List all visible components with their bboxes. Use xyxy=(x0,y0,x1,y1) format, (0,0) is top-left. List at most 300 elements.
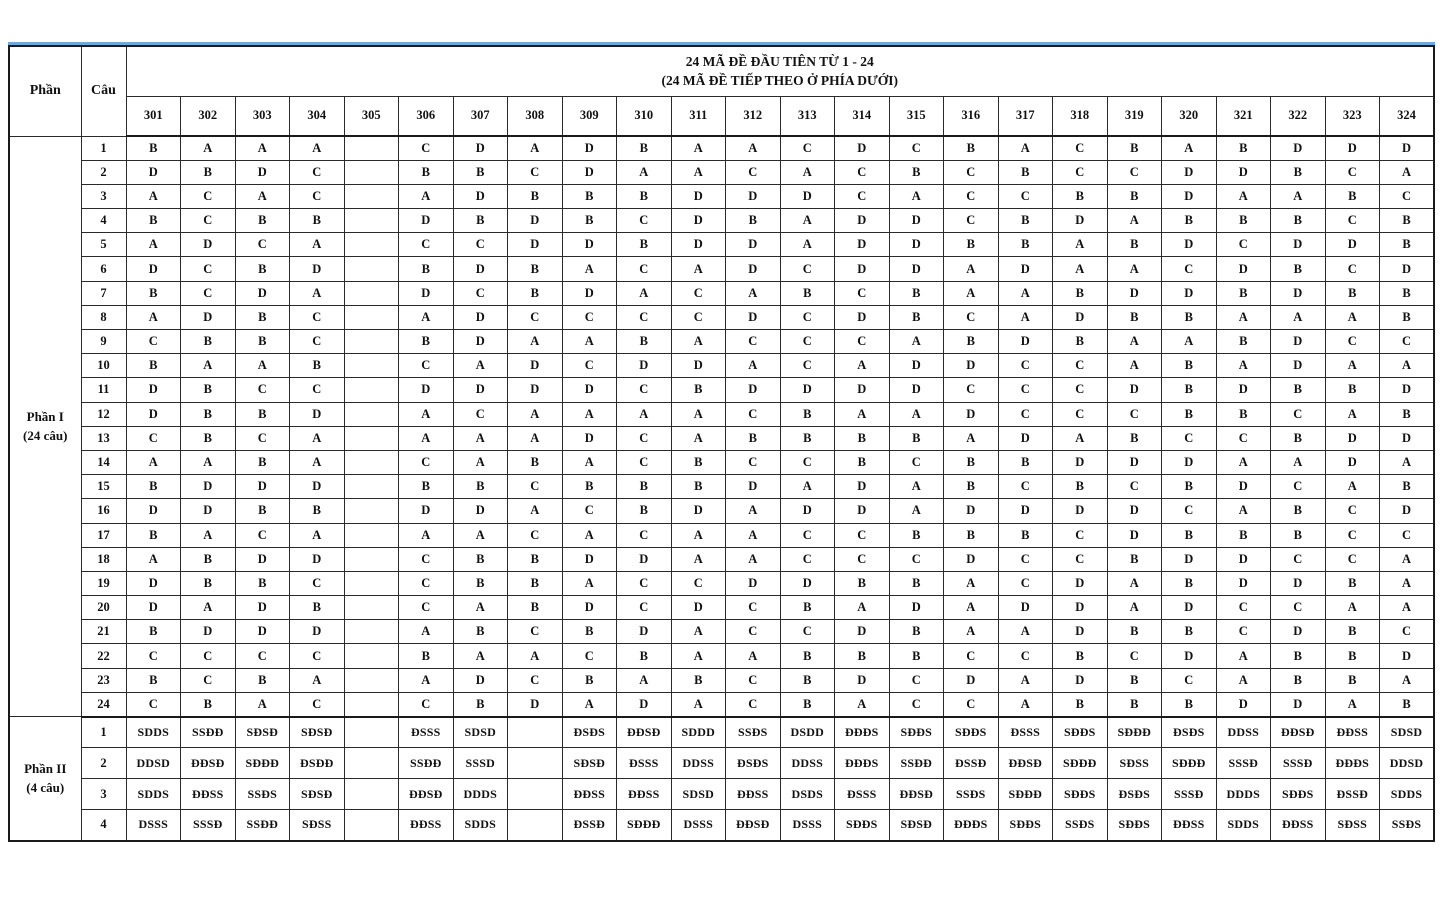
answer-cell: A xyxy=(671,523,726,547)
answer-cell: C xyxy=(617,571,672,595)
answer-cell: DDDS xyxy=(453,779,508,810)
answer-cell: C xyxy=(835,281,890,305)
answer-cell: D xyxy=(1053,620,1108,644)
answer-cell: C xyxy=(726,402,781,426)
answer-cell: D xyxy=(1162,450,1217,474)
answer-cell: A xyxy=(1216,450,1271,474)
answer-cell: D xyxy=(1271,354,1326,378)
answer-cell: C xyxy=(1107,402,1162,426)
question-number-cell: 16 xyxy=(81,499,126,523)
answer-cell: SDDD xyxy=(671,717,726,748)
answer-cell: D xyxy=(181,233,236,257)
answer-cell: B xyxy=(671,450,726,474)
exam-code-header: 310 xyxy=(617,96,672,136)
answer-cell: A xyxy=(944,281,999,305)
answer-cell: ĐĐSĐ xyxy=(181,748,236,779)
answer-cell: A xyxy=(1162,136,1217,160)
answer-cell: B xyxy=(453,547,508,571)
answer-cell: A xyxy=(617,160,672,184)
answer-cell: B xyxy=(671,475,726,499)
answer-cell: ĐSSĐ xyxy=(1325,779,1380,810)
answer-cell: D xyxy=(998,499,1053,523)
answer-cell: B xyxy=(889,160,944,184)
answer-cell: B xyxy=(181,378,236,402)
question-number-cell: 4 xyxy=(81,209,126,233)
answer-cell: ĐĐSS xyxy=(562,779,617,810)
answer-cell: C xyxy=(453,402,508,426)
answer-cell: B xyxy=(1216,281,1271,305)
answer-cell: D xyxy=(780,571,835,595)
answer-cell: B xyxy=(889,620,944,644)
answer-cell: D xyxy=(290,257,345,281)
answer-cell: C xyxy=(399,692,454,716)
answer-cell: ĐĐSĐ xyxy=(1271,717,1326,748)
answer-cell: A xyxy=(998,281,1053,305)
question-number-cell: 23 xyxy=(81,668,126,692)
answer-row xyxy=(9,426,1434,450)
answer-cell: B xyxy=(126,523,181,547)
answer-cell: B xyxy=(944,475,999,499)
answer-cell: D xyxy=(508,692,563,716)
answer-cell: C xyxy=(1162,668,1217,692)
answer-cell: B xyxy=(1162,209,1217,233)
exam-code-header: 317 xyxy=(998,96,1053,136)
answer-cell: A xyxy=(617,281,672,305)
answer-cell: D xyxy=(453,668,508,692)
answer-cell: C xyxy=(726,160,781,184)
answer-cell: C xyxy=(726,692,781,716)
answer-cell: D xyxy=(508,233,563,257)
table-header xyxy=(9,46,1434,136)
answer-cell: B xyxy=(1216,209,1271,233)
answer-cell: A xyxy=(399,184,454,208)
answer-cell: B xyxy=(1325,644,1380,668)
answer-cell: A xyxy=(889,402,944,426)
answer-cell: A xyxy=(235,184,290,208)
answer-cell: D xyxy=(1162,281,1217,305)
exam-code-header: 322 xyxy=(1271,96,1326,136)
answer-cell: A xyxy=(1216,305,1271,329)
answer-cell: A xyxy=(1325,305,1380,329)
question-number-cell: 3 xyxy=(81,184,126,208)
answer-cell: B xyxy=(780,596,835,620)
answer-cell: D xyxy=(889,354,944,378)
answer-cell: B xyxy=(944,233,999,257)
answer-row xyxy=(9,450,1434,474)
answer-cell: A xyxy=(126,450,181,474)
answer-cell: A xyxy=(399,305,454,329)
answer-cell: DDSS xyxy=(671,748,726,779)
answer-cell: D xyxy=(562,426,617,450)
answer-cell: B xyxy=(1053,692,1108,716)
answer-cell: D xyxy=(1380,257,1435,281)
answer-cell: SĐSS xyxy=(290,810,345,841)
question-number-cell: 13 xyxy=(81,426,126,450)
answer-row xyxy=(9,378,1434,402)
part1-section xyxy=(9,136,1434,717)
answer-cell: A xyxy=(1216,668,1271,692)
answer-cell: A xyxy=(1325,354,1380,378)
answer-cell: SDSD xyxy=(671,779,726,810)
answer-cell: A xyxy=(1053,233,1108,257)
answer-cell: C xyxy=(508,668,563,692)
answer-row xyxy=(9,475,1434,499)
answer-cell: A xyxy=(998,692,1053,716)
answer-cell: B xyxy=(780,426,835,450)
answer-cell: D xyxy=(998,330,1053,354)
answer-cell: C xyxy=(181,209,236,233)
answer-cell: B xyxy=(617,499,672,523)
answer-cell: SSĐĐ xyxy=(889,748,944,779)
answer-cell: C xyxy=(1107,160,1162,184)
answer-cell: A xyxy=(671,160,726,184)
answer-cell: C xyxy=(998,571,1053,595)
answer-row xyxy=(9,748,1434,779)
answer-cell: C xyxy=(780,330,835,354)
answer-cell: B xyxy=(1162,354,1217,378)
answer-cell: C xyxy=(726,668,781,692)
answer-cell: D xyxy=(835,305,890,329)
answer-cell: A xyxy=(780,233,835,257)
exam-code-header: 323 xyxy=(1325,96,1380,136)
answer-cell: B xyxy=(889,571,944,595)
answer-cell: D xyxy=(944,499,999,523)
answer-cell: B xyxy=(453,692,508,716)
answer-cell: D xyxy=(944,668,999,692)
answer-cell: C xyxy=(399,571,454,595)
answer-cell xyxy=(508,717,563,748)
answer-cell: B xyxy=(1162,305,1217,329)
answer-cell: A xyxy=(453,426,508,450)
answer-row xyxy=(9,668,1434,692)
answer-cell: B xyxy=(1325,668,1380,692)
answer-cell: D xyxy=(1053,596,1108,620)
answer-row xyxy=(9,233,1434,257)
answer-row xyxy=(9,281,1434,305)
answer-cell: SĐSS xyxy=(1325,810,1380,841)
answer-cell: D xyxy=(1271,136,1326,160)
answer-cell: B xyxy=(181,571,236,595)
answer-cell xyxy=(344,330,399,354)
answer-cell: B xyxy=(1271,378,1326,402)
answer-cell: B xyxy=(1271,426,1326,450)
answer-cell: SDDS xyxy=(126,779,181,810)
answer-cell xyxy=(344,748,399,779)
answer-cell: C xyxy=(1271,547,1326,571)
answer-cell: C xyxy=(780,136,835,160)
exam-code-header: 307 xyxy=(453,96,508,136)
answer-cell: A xyxy=(508,136,563,160)
answer-cell: C xyxy=(508,475,563,499)
answer-cell: B xyxy=(1216,330,1271,354)
answer-cell: A xyxy=(780,209,835,233)
answer-cell: A xyxy=(1216,499,1271,523)
answer-cell: C xyxy=(780,620,835,644)
answer-cell: A xyxy=(889,475,944,499)
question-number-cell: 17 xyxy=(81,523,126,547)
answer-cell: D xyxy=(562,378,617,402)
answer-cell: C xyxy=(780,354,835,378)
answer-cell: C xyxy=(617,257,672,281)
answer-cell: C xyxy=(126,644,181,668)
answer-cell: C xyxy=(889,692,944,716)
answer-cell: B xyxy=(453,571,508,595)
answer-cell: A xyxy=(1107,257,1162,281)
answer-cell: D xyxy=(126,160,181,184)
answer-cell: D xyxy=(126,499,181,523)
answer-cell: B xyxy=(1380,692,1435,716)
question-number-cell: 11 xyxy=(81,378,126,402)
answer-cell: C xyxy=(562,644,617,668)
answer-cell: A xyxy=(944,426,999,450)
answer-cell: C xyxy=(944,692,999,716)
answer-cell: D xyxy=(780,378,835,402)
answer-cell: SĐSS xyxy=(1107,748,1162,779)
answer-cell: A xyxy=(562,450,617,474)
answer-cell: A xyxy=(1325,692,1380,716)
answer-cell: B xyxy=(835,450,890,474)
question-number-cell: 21 xyxy=(81,620,126,644)
answer-cell: D xyxy=(726,184,781,208)
answer-cell: D xyxy=(562,281,617,305)
answer-cell: B xyxy=(235,402,290,426)
question-number-cell: 15 xyxy=(81,475,126,499)
answer-cell: A xyxy=(835,692,890,716)
answer-cell: C xyxy=(998,402,1053,426)
answer-cell: D xyxy=(508,378,563,402)
exam-code-header: 318 xyxy=(1053,96,1108,136)
answer-cell: D xyxy=(835,136,890,160)
table-title-line1: 24 MÃ ĐỀ ĐẦU TIÊN TỪ 1 - 24 xyxy=(685,53,874,69)
answer-cell: B xyxy=(944,330,999,354)
answer-cell: B xyxy=(508,450,563,474)
answer-cell: SDDS xyxy=(453,810,508,841)
answer-cell: B xyxy=(1380,402,1435,426)
answer-row xyxy=(9,523,1434,547)
answer-cell: SDDS xyxy=(1216,810,1271,841)
answer-cell: B xyxy=(453,475,508,499)
answer-row xyxy=(9,717,1434,748)
answer-cell: D xyxy=(181,499,236,523)
answer-cell: A xyxy=(399,426,454,450)
answer-row xyxy=(9,571,1434,595)
answer-cell: D xyxy=(508,209,563,233)
answer-cell: C xyxy=(181,644,236,668)
answer-cell: B xyxy=(1053,281,1108,305)
answer-cell: D xyxy=(617,692,672,716)
answer-cell: SĐĐS xyxy=(944,717,999,748)
answer-cell: A xyxy=(944,620,999,644)
answer-row xyxy=(9,499,1434,523)
answer-cell: SSĐS xyxy=(944,779,999,810)
answer-cell: A xyxy=(1325,475,1380,499)
answer-cell: C xyxy=(944,644,999,668)
answer-row xyxy=(9,644,1434,668)
answer-cell: C xyxy=(562,305,617,329)
answer-cell: D xyxy=(944,354,999,378)
exam-code-header: 315 xyxy=(889,96,944,136)
answer-cell: A xyxy=(671,257,726,281)
answer-cell: B xyxy=(780,668,835,692)
answer-cell: B xyxy=(290,354,345,378)
answer-cell: B xyxy=(1107,136,1162,160)
answer-cell: C xyxy=(998,475,1053,499)
answer-cell: D xyxy=(998,426,1053,450)
answer-cell xyxy=(344,547,399,571)
answer-cell: D xyxy=(235,596,290,620)
answer-cell: C xyxy=(944,378,999,402)
answer-cell: D xyxy=(126,402,181,426)
answer-cell: ĐĐSS xyxy=(399,810,454,841)
answer-cell: D xyxy=(1162,644,1217,668)
answer-cell: B xyxy=(944,450,999,474)
exam-code-header: 305 xyxy=(344,96,399,136)
answer-cell: B xyxy=(1380,281,1435,305)
answer-cell: D xyxy=(726,378,781,402)
answer-cell: C xyxy=(290,305,345,329)
answer-cell: A xyxy=(671,620,726,644)
answer-cell: B xyxy=(290,499,345,523)
answer-cell: D xyxy=(181,305,236,329)
answer-cell: A xyxy=(1380,354,1435,378)
answer-cell: B xyxy=(453,209,508,233)
answer-cell: D xyxy=(1107,281,1162,305)
answer-cell: C xyxy=(1325,160,1380,184)
answer-cell xyxy=(508,748,563,779)
answer-cell: D xyxy=(1053,571,1108,595)
answer-cell: C xyxy=(399,547,454,571)
answer-cell: C xyxy=(290,644,345,668)
answer-cell: B xyxy=(617,136,672,160)
exam-code-header: 306 xyxy=(399,96,454,136)
answer-row xyxy=(9,354,1434,378)
answer-cell: C xyxy=(290,378,345,402)
answer-cell: B xyxy=(1162,402,1217,426)
answer-cell: DSSS xyxy=(671,810,726,841)
answer-cell: D xyxy=(453,305,508,329)
answer-cell: A xyxy=(726,136,781,160)
answer-cell: D xyxy=(835,378,890,402)
answer-cell: D xyxy=(453,257,508,281)
answer-row xyxy=(9,209,1434,233)
answer-cell: A xyxy=(671,644,726,668)
answer-cell: C xyxy=(508,160,563,184)
part-column-header: Phần xyxy=(9,46,81,136)
answer-cell: A xyxy=(235,354,290,378)
answer-cell: D xyxy=(1053,305,1108,329)
exam-code-header: 316 xyxy=(944,96,999,136)
answer-cell: A xyxy=(1107,571,1162,595)
answer-cell: C xyxy=(1162,426,1217,450)
answer-cell: B xyxy=(1162,523,1217,547)
answer-cell: D xyxy=(835,209,890,233)
answer-cell: C xyxy=(1380,523,1435,547)
answer-cell xyxy=(508,810,563,841)
answer-cell: B xyxy=(181,160,236,184)
answer-cell: B xyxy=(562,184,617,208)
answer-cell xyxy=(344,233,399,257)
answer-cell: SĐĐS xyxy=(998,810,1053,841)
answer-cell: B xyxy=(617,475,672,499)
answer-cell: C xyxy=(1162,257,1217,281)
part-label xyxy=(9,136,81,717)
part-label-line2: (4 câu) xyxy=(26,780,65,796)
answer-cell: C xyxy=(290,330,345,354)
answer-cell: B xyxy=(235,668,290,692)
answer-cell: D xyxy=(617,354,672,378)
answer-cell xyxy=(344,305,399,329)
answer-cell: C xyxy=(780,547,835,571)
answer-cell: C xyxy=(508,305,563,329)
answer-cell: D xyxy=(780,184,835,208)
answer-cell xyxy=(344,378,399,402)
answer-cell: B xyxy=(235,209,290,233)
answer-cell: A xyxy=(562,571,617,595)
answer-cell: D xyxy=(1380,499,1435,523)
answer-cell: SSĐS xyxy=(726,717,781,748)
answer-cell: C xyxy=(399,354,454,378)
answer-cell: B xyxy=(290,209,345,233)
answer-cell: C xyxy=(1216,620,1271,644)
answer-cell xyxy=(344,810,399,841)
answer-cell: ĐSSĐ xyxy=(562,810,617,841)
answer-cell xyxy=(344,499,399,523)
answer-cell: D xyxy=(1271,233,1326,257)
answer-cell: SĐĐS xyxy=(1053,779,1108,810)
answer-cell: A xyxy=(290,426,345,450)
answer-cell: ĐĐĐS xyxy=(1325,748,1380,779)
answer-cell xyxy=(344,450,399,474)
answer-cell: B xyxy=(1053,644,1108,668)
answer-cell: D xyxy=(1380,644,1435,668)
answer-cell: A xyxy=(181,523,236,547)
answer-cell: B xyxy=(181,692,236,716)
answer-row xyxy=(9,136,1434,160)
exam-code-header: 324 xyxy=(1380,96,1435,136)
answer-cell: C xyxy=(290,184,345,208)
answer-cell: B xyxy=(1325,184,1380,208)
answer-cell: ĐĐĐS xyxy=(835,717,890,748)
answer-cell: C xyxy=(1053,402,1108,426)
answer-cell: C xyxy=(726,620,781,644)
answer-cell: C xyxy=(617,596,672,620)
answer-cell: B xyxy=(944,523,999,547)
answer-cell: B xyxy=(1271,668,1326,692)
answer-cell: B xyxy=(889,426,944,450)
answer-cell: A xyxy=(508,402,563,426)
answer-cell: B xyxy=(235,305,290,329)
answer-cell: C xyxy=(290,571,345,595)
answer-cell: A xyxy=(671,426,726,450)
answer-cell: DSDS xyxy=(780,779,835,810)
answer-cell: D xyxy=(1325,136,1380,160)
answer-cell: ĐĐĐS xyxy=(944,810,999,841)
answer-cell: B xyxy=(1271,523,1326,547)
answer-cell: B xyxy=(1162,692,1217,716)
answer-cell: A xyxy=(181,136,236,160)
answer-row xyxy=(9,184,1434,208)
answer-cell: ĐĐSS xyxy=(1271,810,1326,841)
question-number-cell: 10 xyxy=(81,354,126,378)
answer-cell: DSSS xyxy=(126,810,181,841)
answer-cell: B xyxy=(1162,475,1217,499)
answer-cell: D xyxy=(562,547,617,571)
answer-cell: B xyxy=(1271,499,1326,523)
answer-cell: ĐSSS xyxy=(998,717,1053,748)
answer-cell: C xyxy=(235,426,290,450)
answer-cell: B xyxy=(235,499,290,523)
answer-cell: A xyxy=(1107,354,1162,378)
